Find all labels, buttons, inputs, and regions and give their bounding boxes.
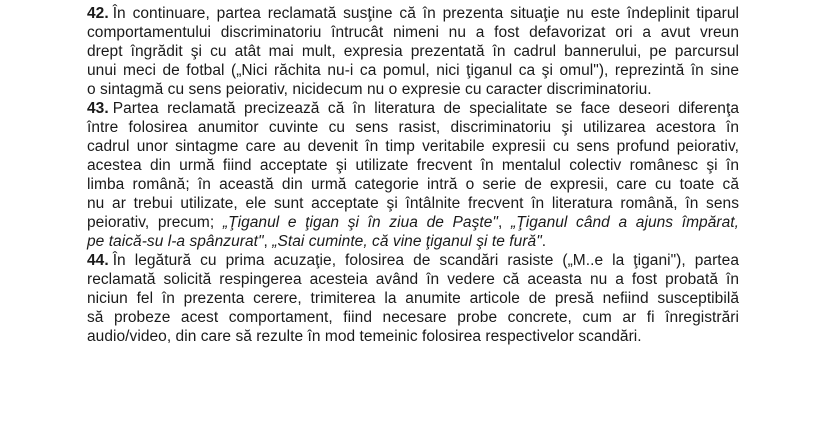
quote-1: „Ţiganul e ţigan şi în ziua de Paşte" <box>222 214 498 231</box>
quote-2: „Ţiganul când a ajuns împărat, <box>511 214 739 231</box>
p43-line-3: cadrul unor sintagme care au devenit în timp veritabile expresii cu sens profund peiorativ, <box>87 138 739 155</box>
quote-2-cont: pe taică-su l-a spânzurat" <box>87 233 264 250</box>
p42-line-2: comportamentului discriminatoriu întrucât nimeni nu a fost defavorizat ori a avut vreun <box>87 24 739 41</box>
p42-line-5: o sintagmă cu sens peiorativ, nicidecum nu o expresie cu caracter discriminatoriu. <box>87 81 652 98</box>
p44-number: 44. <box>87 252 109 269</box>
p43-line-4: acestea din urmă fiind acceptate şi utilizate frecvent în mentalul colectiv românesc şi în <box>87 157 739 174</box>
p43-number: 43. <box>87 100 109 117</box>
p43-line-5: limba română; în această din urmă categorie intră o serie de expresii, care cu toate că <box>87 176 739 193</box>
p44-line-1: 44. În legătură cu prima acuzaţie, folosirea de scandări rasiste („M..e la ţigani"), partea <box>87 252 739 269</box>
p43-line-2: între folosirea anumitor cuvinte cu sens rasist, discriminatoriu şi utilizarea acestora în <box>87 119 739 136</box>
p42-line-4: unui meci de fotbal („Nici răchita nu-i ca pomul, nici ţiganul ca şi omul"), reprezintă în sine <box>87 62 739 79</box>
p43-line-7: peiorativ, precum; „Ţiganul e ţigan şi în ziua de Paşte", „Ţiganul când a ajuns împărat, <box>87 214 739 231</box>
p43-line-6: nu ar trebui utilizate, ele sunt acceptate şi întâlnite frecvent în literatura română, în sens <box>87 195 739 212</box>
p43-line-1: 43. Partea reclamată precizează că în literatura de specialitate se face deseori diferenţa <box>87 100 739 117</box>
p44-line-4: să probeze acest comportament, fiind necesare probe concrete, cum ar fi înregistrări <box>87 309 739 326</box>
p42-line-3: drept îngrădit şi cu atât mai mult, expresia prezentată în cadrul bannerului, pe parcursul <box>87 43 739 60</box>
p42-number: 42. <box>87 5 109 22</box>
p44-line-2: reclamată solicită respingerea acesteia având în vedere că aceasta nu a fost probată în <box>87 271 739 288</box>
p43-line-8: pe taică-su l-a spânzurat", „Stai cuminte, că vine ţiganul şi te fură". <box>87 233 547 250</box>
p44-line-3: niciun fel în prezenta cerere, trimiterea la anumite articole de presă nefiind susceptibilă <box>87 290 739 307</box>
p44-line-5: audio/video, din care să rezulte în mod temeinic folosirea respectivelor scandări. <box>87 328 642 345</box>
quote-3: „Stai cuminte, că vine ţiganul şi te fură" <box>272 233 542 250</box>
p42-line-1: 42. În continuare, partea reclamată susţine că în prezenta situaţie nu este îndeplinit tiparul <box>87 5 739 22</box>
